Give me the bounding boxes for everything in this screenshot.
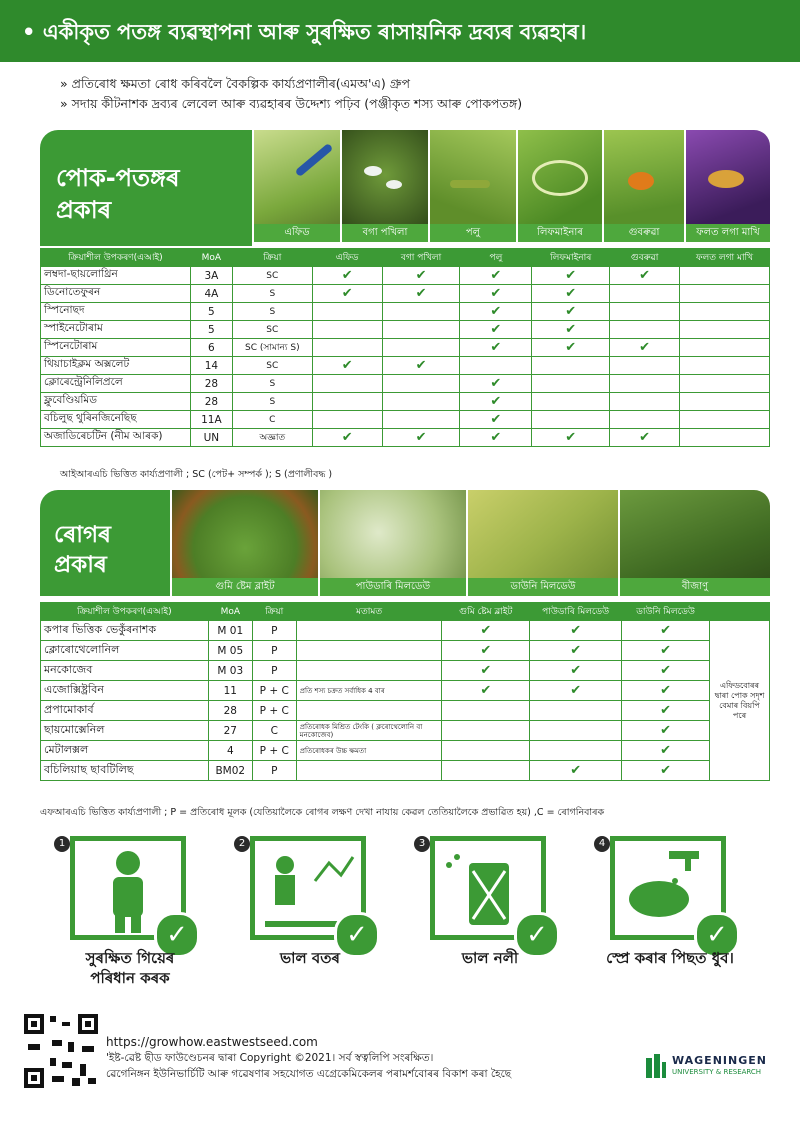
moa-group: M 03 — [208, 661, 252, 681]
efficacy-cell — [312, 393, 382, 411]
check-icon: ✔ — [490, 412, 502, 427]
efficacy-cell — [610, 303, 680, 321]
efficacy-cell — [460, 393, 532, 411]
efficacy-cell — [312, 357, 382, 375]
active-ingredient: এজোক্সিষ্ট্ৰবিন — [41, 681, 209, 701]
disease-column-header: ক্ৰিয়াশীল উপকৰণ(এআই) — [41, 603, 209, 621]
disease-column-header: পাউডাৰি মিলডেউ — [530, 603, 622, 621]
efficacy-cell — [312, 267, 382, 285]
check-icon: ✔ — [490, 268, 502, 283]
action-type: SC — [232, 267, 312, 285]
photo-caption: এফিড — [254, 224, 340, 242]
action-type: S — [232, 285, 312, 303]
check-icon: ✔ — [341, 286, 353, 301]
efficacy-cell — [460, 303, 532, 321]
step-number: 1 — [54, 836, 70, 852]
disease-table-row — [41, 641, 770, 661]
photo-powdery-mildew — [320, 490, 466, 596]
efficacy-cell — [532, 393, 610, 411]
check-icon: ✔ — [660, 643, 671, 658]
photo-downy-mildew — [468, 490, 618, 596]
check-icon: ✔ — [639, 430, 651, 445]
action-type: অজ্ঞাত — [232, 429, 312, 447]
check-badge-icon: ✓ — [154, 912, 200, 958]
efficacy-cell — [622, 641, 710, 661]
disease-table-row — [41, 741, 770, 761]
check-badge-icon: ✓ — [694, 912, 740, 958]
active-ingredient: ডিনোতেফুৰন — [41, 285, 191, 303]
efficacy-cell — [382, 393, 460, 411]
disease-column-header: মতামত — [296, 603, 442, 621]
disease-column-header — [710, 603, 770, 621]
remark — [296, 701, 442, 721]
efficacy-cell — [442, 621, 530, 641]
efficacy-cell — [382, 321, 460, 339]
efficacy-cell — [610, 429, 680, 447]
efficacy-cell — [530, 661, 622, 681]
efficacy-cell — [532, 429, 610, 447]
action-type: P + C — [252, 681, 296, 701]
efficacy-cell — [382, 411, 460, 429]
photo-caption: গুবৰুৱা — [604, 224, 684, 242]
efficacy-cell — [680, 393, 770, 411]
action-type: S — [232, 393, 312, 411]
check-icon: ✔ — [480, 683, 492, 698]
check-icon: ✔ — [570, 623, 582, 638]
check-icon: ✔ — [570, 643, 582, 658]
moa-group: UN — [190, 429, 232, 447]
check-icon: ✔ — [490, 286, 502, 301]
active-ingredient: মেটালক্সল — [41, 741, 209, 761]
action-type: S — [232, 303, 312, 321]
active-ingredient: বচিলুছ থুৰিনজিনেছিছ — [41, 411, 191, 429]
efficacy-cell — [622, 621, 710, 641]
pest-column-header: MoA — [190, 249, 232, 267]
step-label: ভাল নলী — [461, 949, 519, 967]
photo-caption: লিফমাইনাৰ — [518, 224, 602, 242]
check-icon: ✔ — [490, 430, 502, 445]
qr-code-icon[interactable] — [22, 1012, 100, 1090]
active-ingredient: ফ্লুবেণ্ডিয়মিড — [41, 393, 191, 411]
remark: প্ৰতিৰোধকৰ উচ্চ ক্ষমতা — [296, 741, 442, 761]
footer-url[interactable]: https://growhow.eastwestseed.com — [106, 1035, 318, 1049]
check-icon: ✔ — [341, 430, 353, 445]
check-icon: ✔ — [565, 304, 577, 319]
efficacy-cell — [532, 303, 610, 321]
pest-type-heading — [40, 130, 252, 246]
pest-column-header: এফিড — [312, 249, 382, 267]
efficacy-cell — [532, 285, 610, 303]
efficacy-cell — [530, 681, 622, 701]
check-icon: ✔ — [570, 683, 582, 698]
efficacy-cell — [382, 357, 460, 375]
logo-subtitle: UNIVERSITY & RESEARCH — [672, 1068, 762, 1076]
efficacy-cell — [610, 393, 680, 411]
pest-table-row — [41, 375, 770, 393]
moa-group: 4 — [208, 741, 252, 761]
disease-table-row — [41, 761, 770, 781]
efficacy-cell — [610, 267, 680, 285]
guidance-bullets — [60, 74, 522, 114]
check-icon: ✔ — [660, 703, 671, 718]
check-icon: ✔ — [341, 268, 353, 283]
efficacy-cell — [460, 339, 532, 357]
moa-group: M 05 — [208, 641, 252, 661]
active-ingredient: থিয়াচাইক্লম অক্সলেট — [41, 357, 191, 375]
pest-table-row — [41, 321, 770, 339]
efficacy-cell — [680, 411, 770, 429]
efficacy-cell — [532, 375, 610, 393]
disease-type-heading — [40, 490, 170, 596]
action-type: SC — [232, 357, 312, 375]
pest-column-header: ক্ৰিয়াশীল উপকৰণ(এআই) — [41, 249, 191, 267]
active-ingredient: অজাডিৰেচটিন (নীম আৰক) — [41, 429, 191, 447]
active-ingredient: কপাৰ ভিত্তিক ভেকুঁৰনাশক — [41, 621, 209, 641]
moa-group: BM02 — [208, 761, 252, 781]
efficacy-cell — [460, 321, 532, 339]
efficacy-cell — [312, 303, 382, 321]
step-number: 3 — [414, 836, 430, 852]
disease-table-row — [41, 721, 770, 741]
remark: প্ৰতিৰোধক মিশ্ৰিত টেংকি ( ক্লৰোথেলোনি বা মনকোজেব) — [296, 721, 442, 741]
efficacy-cell — [312, 375, 382, 393]
efficacy-cell — [532, 267, 610, 285]
pest-column-header: ক্ৰিয়া — [232, 249, 312, 267]
check-icon: ✔ — [565, 268, 577, 283]
disease-column-header: গুমি ষ্টেম ব্লাইট — [442, 603, 530, 621]
step-label: ভাল বতৰ — [280, 949, 340, 967]
disease-table-row — [41, 621, 770, 641]
efficacy-cell — [382, 267, 460, 285]
footer-copyright: 'ইষ্ট-ৱেষ্ট ছীড ফাউণ্ডেচনৰ দ্বাৰা Copyright ©2021। সৰ্ব স্বত্বলিপি সংৰক্ষিত। — [106, 1052, 434, 1064]
check-icon: ✔ — [639, 268, 651, 283]
wageningen-logo-icon — [646, 1054, 666, 1078]
remark — [296, 661, 442, 681]
moa-group: 11A — [190, 411, 232, 429]
photo-leafminer — [518, 130, 602, 242]
efficacy-cell — [680, 339, 770, 357]
efficacy-cell — [312, 411, 382, 429]
check-icon: ✔ — [660, 623, 671, 638]
moa-group: 14 — [190, 357, 232, 375]
moa-group: 3A — [190, 267, 232, 285]
pest-table-row — [41, 393, 770, 411]
active-ingredient: বচিলিয়াছ ছাবটিলিছ — [41, 761, 209, 781]
pest-heading-line2: প্ৰকাৰ — [56, 196, 112, 224]
title-banner — [0, 0, 800, 62]
moa-group: 28 — [190, 393, 232, 411]
efficacy-cell — [460, 267, 532, 285]
moa-group: 5 — [190, 321, 232, 339]
efficacy-cell — [460, 411, 532, 429]
efficacy-cell — [442, 681, 530, 701]
check-icon: ✔ — [565, 322, 577, 337]
active-ingredient: মনকোজেব — [41, 661, 209, 681]
check-icon: ✔ — [490, 340, 502, 355]
check-badge-icon: ✓ — [334, 912, 380, 958]
photo-caption: ফলত লগা মাখি — [686, 224, 770, 242]
efficacy-cell — [680, 375, 770, 393]
efficacy-cell — [680, 285, 770, 303]
disease-column-header: ডাউনি মিলডেউ — [622, 603, 710, 621]
photo-gummy-stem-blight — [172, 490, 318, 596]
check-icon: ✔ — [570, 763, 582, 778]
remark — [296, 761, 442, 781]
efficacy-cell — [530, 721, 622, 741]
check-badge-icon: ✓ — [514, 912, 560, 958]
disease-table-note: এফআৰএচি ভিত্তিত কাৰ্য্যপ্ৰণালী ; P = প্ৰতিৰোধ মূলক (যেতিয়ালৈকে ৰোগৰ লক্ষণ দেখা নাযায় কেৱল তেতিয়ালৈকে প্ৰভাৱিত হয়) ,C = ৰোগনিবাৰক — [40, 807, 605, 818]
efficacy-cell — [530, 701, 622, 721]
moa-group: 6 — [190, 339, 232, 357]
efficacy-cell — [442, 661, 530, 681]
step-label: সুৰক্ষিত গিয়েৰ পৰিধান কৰক — [85, 949, 175, 987]
efficacy-cell — [680, 429, 770, 447]
pest-table-row — [41, 339, 770, 357]
remark — [296, 641, 442, 661]
pest-table-row — [41, 303, 770, 321]
check-icon: ✔ — [660, 763, 671, 778]
check-icon: ✔ — [490, 322, 502, 337]
disease-table-row — [41, 701, 770, 721]
efficacy-cell — [382, 285, 460, 303]
check-icon: ✔ — [660, 683, 671, 698]
check-icon: ✔ — [480, 643, 492, 658]
active-ingredient: প্ৰপামোকাৰ্ব — [41, 701, 209, 721]
disease-heading-line2: প্ৰকাৰ — [54, 552, 107, 578]
photo-caption: পলু — [430, 224, 516, 242]
moa-group: 27 — [208, 721, 252, 741]
check-icon: ✔ — [415, 268, 427, 283]
check-icon: ✔ — [415, 358, 427, 373]
active-ingredient: লম্বদা-ছায়লোথ্ৰিন — [41, 267, 191, 285]
efficacy-cell — [622, 701, 710, 721]
efficacy-cell — [460, 375, 532, 393]
check-icon: ✔ — [660, 663, 671, 678]
efficacy-cell — [382, 303, 460, 321]
pest-table-note: আইআৰএচি ভিত্তিত কাৰ্য্যপ্ৰণালী ; SC (পেট+ সম্পৰ্ক ); S (প্ৰণালীবদ্ধ ) — [60, 469, 333, 480]
efficacy-cell — [532, 321, 610, 339]
disease-column-header: ক্ৰিয়া — [252, 603, 296, 621]
step-number: 4 — [594, 836, 610, 852]
step-number: 2 — [234, 836, 250, 852]
check-icon: ✔ — [660, 743, 671, 758]
efficacy-cell — [530, 621, 622, 641]
photo-aphid — [254, 130, 340, 242]
check-icon: ✔ — [415, 286, 427, 301]
efficacy-cell — [610, 321, 680, 339]
remark: প্ৰতি শস্য চক্ৰত সৰ্বাধিক 4 বাৰ — [296, 681, 442, 701]
check-icon: ✔ — [565, 340, 577, 355]
photo-caterpillar — [430, 130, 516, 242]
photo-caption: গুমি ষ্টেম ব্লাইট — [172, 578, 318, 596]
photo-caption: ডাউনি মিলডেউ — [468, 578, 618, 596]
efficacy-cell — [312, 339, 382, 357]
photo-beetle — [604, 130, 684, 242]
pest-column-header: বগা পখিলা — [382, 249, 460, 267]
moa-group: M 01 — [208, 621, 252, 641]
efficacy-cell — [382, 429, 460, 447]
efficacy-cell — [622, 721, 710, 741]
action-type: P — [252, 661, 296, 681]
efficacy-cell — [680, 357, 770, 375]
efficacy-cell — [622, 681, 710, 701]
disease-column-header: MoA — [208, 603, 252, 621]
moa-group: 4A — [190, 285, 232, 303]
efficacy-cell — [622, 741, 710, 761]
efficacy-cell — [532, 411, 610, 429]
action-type: P + C — [252, 741, 296, 761]
efficacy-cell — [680, 267, 770, 285]
bacteria-note: এফিডবোৰৰ দ্বাৰা পোক সদৃশ বেমাৰ বিয়পি পৰে — [710, 621, 770, 781]
remark — [296, 621, 442, 641]
check-icon: ✔ — [341, 358, 353, 373]
efficacy-cell — [312, 321, 382, 339]
pest-column-header: লিফমাইনাৰ — [532, 249, 610, 267]
check-icon: ✔ — [565, 430, 577, 445]
efficacy-cell — [532, 357, 610, 375]
check-icon: ✔ — [480, 663, 492, 678]
efficacy-cell — [312, 285, 382, 303]
active-ingredient: ক্লোৰেন্ট্ৰেনিলিপ্ৰলে — [41, 375, 191, 393]
action-type: SC — [232, 321, 312, 339]
check-icon: ✔ — [490, 304, 502, 319]
moa-group: 28 — [208, 701, 252, 721]
pest-heading-line1: পোক-পতঙ্গৰ — [56, 164, 180, 192]
pest-table-row — [41, 357, 770, 375]
disease-table — [40, 602, 770, 781]
efficacy-cell — [610, 357, 680, 375]
efficacy-cell — [622, 761, 710, 781]
bullet-item: » প্ৰতিৰোধ ক্ষমতা ৰোধ কৰিবলৈ বৈকল্পিক কাৰ্য্যপ্ৰণালীৰ(এমঅ'এ) গ্ৰুপ — [60, 76, 411, 91]
footer-credit: ৱেগেনিঙ্গন ইউনিভাৰ্চিটি আৰু গৱেষণাৰ সহযোগত এগ্ৰেকেমিকেলৰ পৰামৰ্শবোৰৰ বিকাশ কৰা হৈছে — [106, 1068, 512, 1080]
pest-table-row — [41, 285, 770, 303]
action-type: SC (সামান্য S) — [232, 339, 312, 357]
check-icon: ✔ — [490, 394, 502, 409]
photo-whitefly — [342, 130, 428, 242]
photo-fruit-fly — [686, 130, 770, 242]
disease-heading-line1: ৰোগৰ — [54, 522, 111, 548]
efficacy-cell — [530, 641, 622, 661]
moa-group: 28 — [190, 375, 232, 393]
efficacy-cell — [532, 339, 610, 357]
disease-table-row — [41, 661, 770, 681]
pest-table-row — [41, 429, 770, 447]
efficacy-cell — [680, 303, 770, 321]
bullet-item: » সদায় কীটনাশক দ্ৰব্যৰ লেবেল আৰু ব্যৱহাৰৰ উদ্দেশ্য পঢ়িব (পঞ্জীকৃত শস্য আৰু পোকপতঙ্গ) — [60, 96, 523, 111]
moa-group: 5 — [190, 303, 232, 321]
efficacy-cell — [442, 761, 530, 781]
check-icon: ✔ — [480, 623, 492, 638]
efficacy-cell — [442, 701, 530, 721]
pest-column-header: ফলত লগা মাখি — [680, 249, 770, 267]
efficacy-cell — [610, 339, 680, 357]
efficacy-cell — [442, 721, 530, 741]
efficacy-cell — [460, 357, 532, 375]
pest-table — [40, 248, 770, 447]
action-type: C — [232, 411, 312, 429]
step-label: স্প্ৰে কৰাৰ পিছত ধুব। — [606, 949, 734, 967]
efficacy-cell — [460, 285, 532, 303]
action-type: S — [232, 375, 312, 393]
disease-table-row — [41, 681, 770, 701]
photo-caption: পাউডাৰি মিলডেউ — [320, 578, 466, 596]
photo-caption: বগা পখিলা — [342, 224, 428, 242]
active-ingredient: ছায়মোক্সেনিল — [41, 721, 209, 741]
footer — [106, 1034, 511, 1082]
photo-caption: বীজাণু — [620, 578, 770, 596]
action-type: P — [252, 621, 296, 641]
efficacy-cell — [460, 429, 532, 447]
efficacy-cell — [622, 661, 710, 681]
action-type: C — [252, 721, 296, 741]
pest-table-row — [41, 411, 770, 429]
check-icon: ✔ — [660, 723, 671, 738]
check-icon: ✔ — [639, 340, 651, 355]
check-icon: ✔ — [415, 430, 427, 445]
efficacy-cell — [610, 375, 680, 393]
active-ingredient: স্পাইনেটোৰাম — [41, 321, 191, 339]
pest-column-header: পলু — [460, 249, 532, 267]
active-ingredient: ক্লোৰোথেলোনিল — [41, 641, 209, 661]
check-icon: ✔ — [570, 663, 582, 678]
efficacy-cell — [442, 641, 530, 661]
active-ingredient: স্পিনেটোৰাম — [41, 339, 191, 357]
efficacy-cell — [312, 429, 382, 447]
efficacy-cell — [382, 375, 460, 393]
check-icon: ✔ — [490, 376, 502, 391]
active-ingredient: স্পিনোছদ — [41, 303, 191, 321]
efficacy-cell — [610, 285, 680, 303]
efficacy-cell — [382, 339, 460, 357]
check-icon: ✔ — [565, 286, 577, 301]
photo-bacteria — [620, 490, 770, 596]
moa-group: 11 — [208, 681, 252, 701]
action-type: P — [252, 761, 296, 781]
efficacy-cell — [680, 321, 770, 339]
pest-column-header: গুবৰুৱা — [610, 249, 680, 267]
action-type: P + C — [252, 701, 296, 721]
efficacy-cell — [610, 411, 680, 429]
page-title: • একীকৃত পতঙ্গ ব্যৱস্থাপনা আৰু সুৰক্ষিত ৰাসায়নিক দ্ৰব্যৰ ব্যৱহাৰ। — [22, 20, 587, 44]
action-type: P — [252, 641, 296, 661]
efficacy-cell — [530, 761, 622, 781]
pest-table-row — [41, 267, 770, 285]
efficacy-cell — [530, 741, 622, 761]
efficacy-cell — [442, 741, 530, 761]
logo-name: WAGENINGEN — [672, 1054, 767, 1067]
